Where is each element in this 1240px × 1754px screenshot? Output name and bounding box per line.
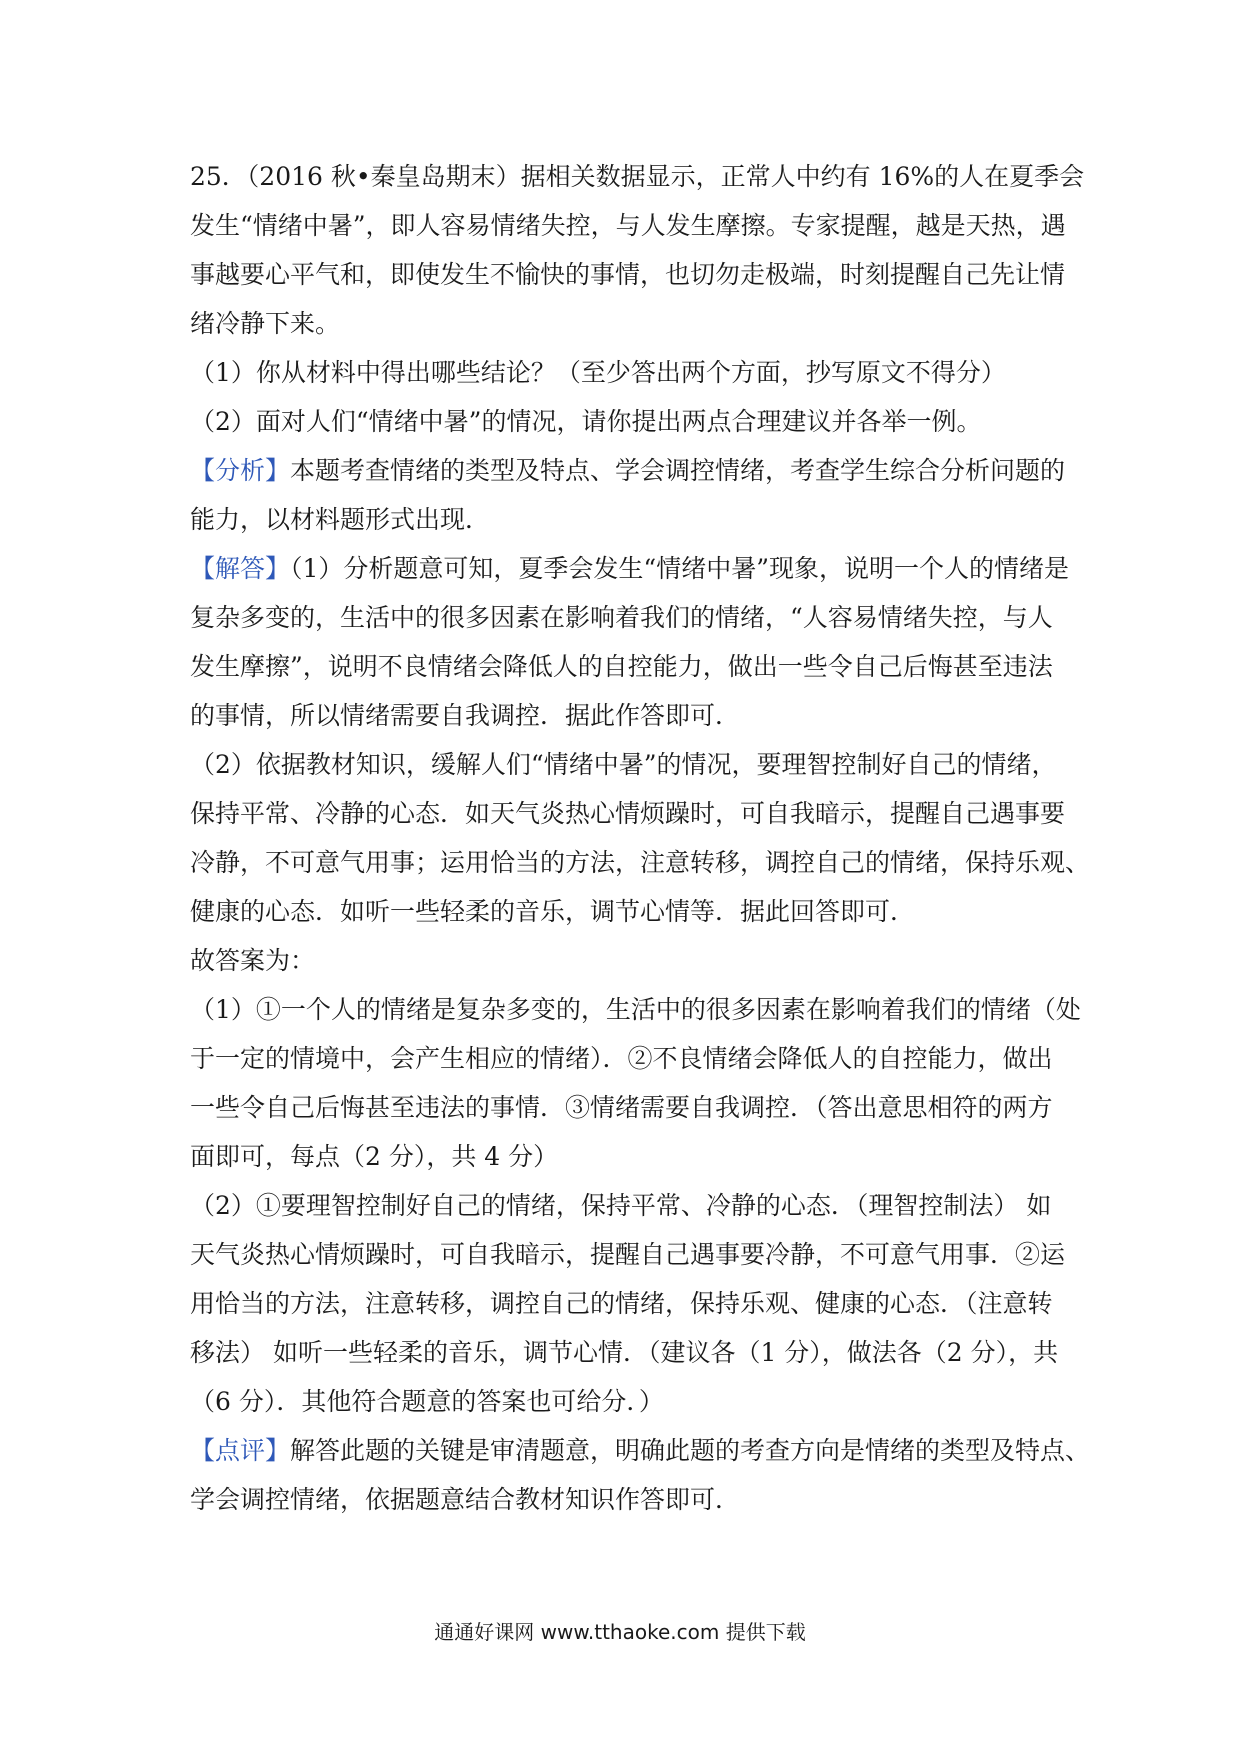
text-line: （2）①要理智控制好自己的情绪，保持平常、冷静的心态．（理智控制法） 如 [190, 1191, 1052, 1220]
text-line: （2）依据教材知识，缓解人们“情绪中暑”的情况，要理智控制好自己的情绪， [190, 750, 1057, 779]
comment-tag: 【点评】 [190, 1436, 291, 1465]
answer-section [190, 544, 1091, 1426]
text-line: 一些令自己后悔甚至违法的事情．③情绪需要自我调控．（答出意思相符的两方 [190, 1093, 1053, 1122]
text-line: 面即可，每点（2 分），共 4 分） [190, 1142, 559, 1171]
text-line: 冷静，不可意气用事；运用恰当的方法，注意转移，调控自己的情绪，保持乐观、 [190, 848, 1091, 877]
answer-tag: 【解答】 [190, 554, 291, 583]
text-line: 的事情，所以情绪需要自我调控．据此作答即可． [190, 701, 741, 730]
sub-question-2: （2）面对人们“情绪中暑”的情况，请你提出两点合理建议并各举一例。 [190, 407, 982, 436]
answer-first-line [190, 544, 1069, 593]
page-footer: 通通好课网 www.tthaoke.com 提供下载 [434, 1620, 806, 1644]
analysis-text: 本题考查情绪的类型及特点、学会调控情绪，考查学生综合分析问题的 [290, 456, 1066, 485]
analysis-section [190, 446, 1066, 544]
text-line: 保持平常、冷静的心态．如天气炎热心情烦躁时，可自我暗示，提醒自己遇事要 [190, 799, 1066, 828]
analysis-tag: 【分析】 [190, 456, 291, 485]
text-line: 绪冷静下来。 [190, 309, 341, 338]
text-line: （6 分）．其他符合题意的答案也可给分．） [190, 1387, 664, 1416]
text-line: 发生摩擦”，说明不良情绪会降低人的自控能力，做出一些令自己后悔甚至违法 [190, 652, 1053, 681]
text-line: 发生“情绪中暑”，即人容易情绪失控，与人发生摩擦。专家提醒，越是天热，遇 [190, 211, 1066, 240]
text-line: 于一定的情境中，会产生相应的情绪）．②不良情绪会降低人的自控能力，做出 [190, 1044, 1053, 1073]
sub-question-1: （1）你从材料中得出哪些结论？（至少答出两个方面，抄写原文不得分） [190, 358, 1006, 387]
text-line: 25．（2016 秋•秦皇岛期末）据相关数据显示，正常人中约有 16%的人在夏季会 [190, 162, 1085, 191]
text-line: 天气炎热心情烦躁时，可自我暗示，提醒自己遇事要冷静，不可意气用事．②运 [190, 1240, 1066, 1269]
comment-section [190, 1426, 1091, 1524]
comment-text: 解答此题的关键是审清题意，明确此题的考查方向是情绪的类型及特点、 [290, 1436, 1091, 1465]
question-content [190, 152, 1091, 1524]
question-stem [190, 152, 1085, 348]
analysis-first-line [190, 446, 1066, 495]
answer-text: （1）分析题意可知，夏季会发生“情绪中暑”现象，说明一个人的情绪是 [290, 554, 1069, 583]
text-line: 健康的心态．如听一些轻柔的音乐，调节心情等．据此回答即可． [190, 897, 916, 926]
text-line: 用恰当的方法，注意转移，调控自己的情绪，保持乐观、健康的心态．（注意转 [190, 1289, 1053, 1318]
text-line: 复杂多变的，生活中的很多因素在影响着我们的情绪，“人容易情绪失控，与人 [190, 603, 1053, 632]
text-line: 学会调控情绪，依据题意结合教材知识作答即可． [190, 1485, 741, 1514]
text-line: （1）①一个人的情绪是复杂多变的，生活中的很多因素在影响着我们的情绪（处 [190, 995, 1081, 1024]
answer-label: 故答案为： [190, 946, 316, 975]
text-line: 事越要心平气和，即使发生不愉快的事情，也切勿走极端，时刻提醒自己先让情 [190, 260, 1066, 289]
text-line: 能力，以材料题形式出现． [190, 505, 491, 534]
comment-first-line [190, 1426, 1091, 1475]
text-line: 移法） 如听一些轻柔的音乐，调节心情．（建议各（1 分），做法各（2 分），共 [190, 1338, 1059, 1367]
